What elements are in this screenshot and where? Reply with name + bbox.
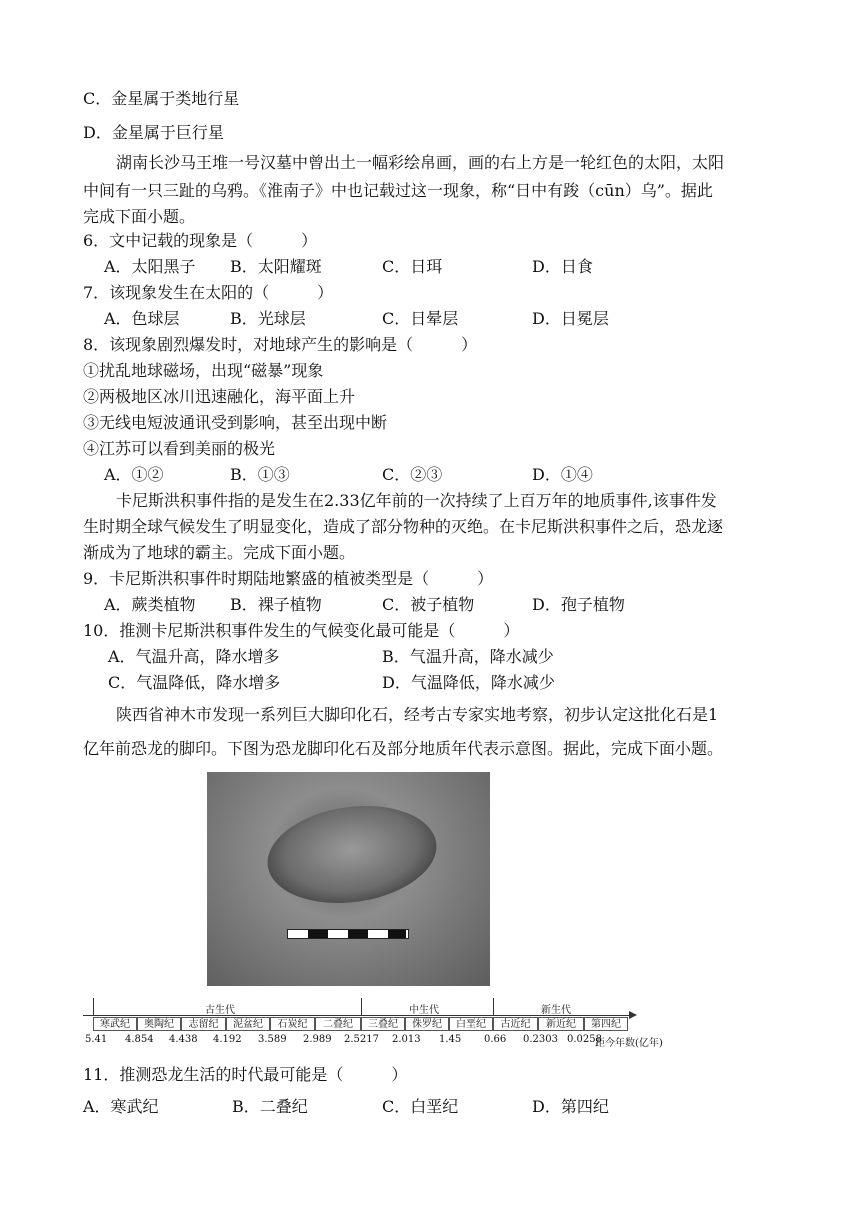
- age-label: 0.0258: [567, 1034, 602, 1045]
- q10-option-b: B．气温升高，降水减少: [382, 647, 554, 666]
- q10-option-c: C．气温降低，降水增多: [108, 673, 281, 692]
- question-10: 10．推测卡尼斯洪积事件发生的气候变化最可能是（ ）: [83, 621, 520, 640]
- footprint-fossil-photo: [207, 772, 490, 986]
- period-quaternary: 第四纪: [584, 1017, 628, 1031]
- age-label: 4.854: [125, 1034, 154, 1045]
- option-c-venus: C．金星属于类地行星: [83, 89, 240, 108]
- era-paleozoic: 古生代: [205, 1005, 235, 1016]
- q6-option-c: C．日珥: [382, 257, 443, 276]
- q11-option-d: D．第四纪: [532, 1097, 609, 1116]
- period-devonian: 泥盆纪: [226, 1017, 270, 1031]
- q10-option-d: D．气温降低，降水减少: [382, 673, 555, 692]
- period-cambrian: 寒武纪: [93, 1017, 137, 1031]
- q9-option-c: C．被子植物: [382, 595, 475, 614]
- passage-2-line-2: 生时期全球气候发生了明显变化，造成了部分物种的灭绝。在卡尼斯洪积事件之后，恐龙逐: [83, 517, 724, 536]
- period-paleogene: 古近纪: [493, 1017, 538, 1031]
- period-triassic: 三叠纪: [361, 1017, 405, 1031]
- passage-3-line-2: 亿年前恐龙的脚印。下图为恐龙脚印化石及部分地质年代表示意图。据此，完成下面小题。: [83, 739, 724, 758]
- q6-option-b: B．太阳耀斑: [230, 257, 322, 276]
- q8-option-d: D．①④: [532, 465, 593, 484]
- age-label: 1.45: [439, 1034, 462, 1045]
- period-ordovician: 奥陶纪: [137, 1017, 181, 1031]
- age-label: 2.013: [392, 1034, 421, 1045]
- statement-1: ①扰乱地球磁场，出现“磁暴”现象: [83, 361, 324, 380]
- passage-2-line-3: 渐成为了地球的霸主。完成下面小题。: [83, 543, 356, 562]
- q8-option-b: B．①③: [230, 465, 290, 484]
- age-label: 0.66: [484, 1034, 507, 1045]
- question-7: 7．该现象发生在太阳的（ ）: [83, 283, 334, 302]
- q7-option-c: C．日晕层: [382, 309, 459, 328]
- geologic-timescale: [83, 998, 663, 1049]
- age-unit-label: 距今年数(亿年): [595, 1038, 663, 1049]
- q7-option-b: B．光球层: [230, 309, 306, 328]
- age-label: 4.438: [169, 1034, 198, 1045]
- age-label: 5.41: [85, 1034, 108, 1045]
- period-jurassic: 侏罗纪: [405, 1017, 449, 1031]
- q9-option-d: D．孢子植物: [532, 595, 625, 614]
- q6-option-d: D．日食: [532, 257, 593, 276]
- age-label: 0.2303: [523, 1034, 558, 1045]
- question-11: 11．推测恐龙生活的时代最可能是（ ）: [83, 1065, 408, 1084]
- question-6: 6．文中记载的现象是（ ）: [83, 231, 318, 250]
- period-carboniferous: 石炭纪: [270, 1017, 315, 1031]
- passage-1-line-1: 湖南长沙马王堆一号汉墓中曾出土一幅彩绘帛画，画的右上方是一轮红色的太阳，太阳: [116, 153, 725, 172]
- period-neogene: 新近纪: [538, 1017, 584, 1031]
- q8-option-c: C．②③: [382, 465, 443, 484]
- q10-option-a: A．气温升高，降水增多: [108, 647, 280, 666]
- q11-option-b: B．二叠纪: [232, 1097, 308, 1116]
- scale-bar: [287, 929, 409, 939]
- age-label: 3.589: [258, 1034, 287, 1045]
- question-8: 8．该现象剧烈爆发时，对地球产生的影响是（ ）: [83, 335, 478, 354]
- q11-option-a: A．寒武纪: [83, 1097, 159, 1116]
- age-label: 4.192: [213, 1034, 242, 1045]
- era-mesozoic: 中生代: [409, 1005, 439, 1016]
- q11-option-c: C．白垩纪: [382, 1097, 459, 1116]
- passage-2-line-1: 卡尼斯洪积事件指的是发生在2.33亿年前的一次持续了上百万年的地质事件,该事件发: [116, 491, 717, 510]
- q7-option-d: D．日冕层: [532, 309, 609, 328]
- statement-4: ④江苏可以看到美丽的极光: [83, 439, 276, 458]
- passage-1-line-3: 完成下面小题。: [83, 207, 196, 226]
- age-label: 2.5217: [344, 1034, 379, 1045]
- q7-option-a: A．色球层: [104, 309, 180, 328]
- q6-option-a: A．太阳黑子: [104, 257, 196, 276]
- age-label: 2.989: [303, 1034, 332, 1045]
- passage-3-line-1: 陕西省神木市发现一系列巨大脚印化石，经考古专家实地考察，初步认定这批化石是1: [116, 705, 719, 724]
- q9-option-b: B．裸子植物: [230, 595, 322, 614]
- option-d-venus: D．金星属于巨行星: [83, 123, 224, 142]
- question-9: 9．卡尼斯洪积事件时期陆地繁盛的植被类型是（ ）: [83, 569, 494, 588]
- passage-1-line-2: 中间有一只三趾的乌鸦。《淮南子》中也记载过这一现象，称“日中有踆（cūn）乌”。据此: [83, 181, 713, 200]
- period-silurian: 志留纪: [181, 1017, 226, 1031]
- period-permian: 二叠纪: [315, 1017, 361, 1031]
- statement-3: ③无线电短波通讯受到影响，甚至出现中断: [83, 413, 388, 432]
- q9-option-a: A．蕨类植物: [104, 595, 196, 614]
- q8-option-a: A．①②: [104, 465, 164, 484]
- period-cretaceous: 白垩纪: [449, 1017, 493, 1031]
- statement-2: ②两极地区冰川迅速融化，海平面上升: [83, 387, 356, 406]
- footprint-shape: [261, 796, 443, 914]
- era-cenozoic: 新生代: [541, 1005, 571, 1016]
- arrow-right-icon: [629, 1011, 637, 1019]
